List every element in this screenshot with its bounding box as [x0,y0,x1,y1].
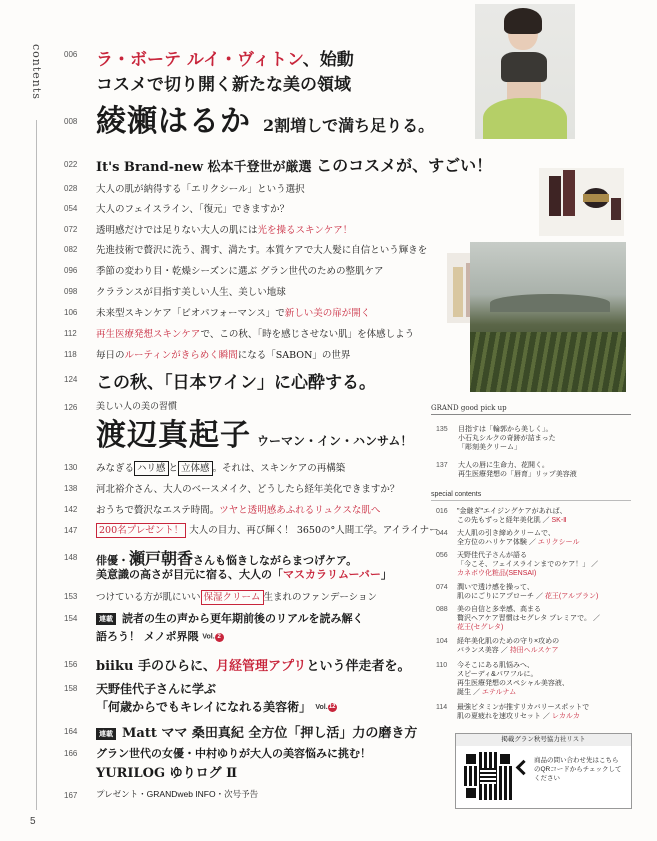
toc-item-154-line2[interactable]: 語ろう！ メノポ界隈 Vol. 2 [96,628,224,644]
toc-item-154-line1[interactable]: 連載 読者の生の声から更年期前後のリアルを読み解く [96,610,364,626]
toc-number-072: 072 [64,225,78,234]
toc-item-147[interactable]: 200名プレゼント！ 大人の目力、再び輝く！ 3650の°人間工学。アイライナー [96,522,439,538]
page-number: 5 [30,816,36,827]
special-item-074[interactable]: 潤いで透け感を操って、 肌のにごりにアプローチ ／ 花王(アルブラン) [457,584,599,600]
toc-item-166-line1[interactable]: グラン世代の女優・中村ゆりが大人の美容悩みに挑む！ [96,747,371,760]
qr-description: 商品の問い合わせ先はこちらのQRコードからチェックしてください [534,757,622,782]
special-item-114[interactable]: 最強ビタミンが推すリカバリースポットで 肌の夏疲れを速攻リセット ／ レカルカ [457,704,590,720]
toc-item-006-line1[interactable]: ラ・ボーテ ルイ・ヴィトン、始動 [96,50,354,70]
toc-number-126: 126 [64,403,78,412]
toc-item-106[interactable]: 未来型スキンケア「ビオパフォーマンス」で新しい美の扉が開く [96,308,371,319]
special-number-104: 104 [436,638,448,645]
toc-item-138[interactable]: 河北裕介さん、大人のベースメイク、どうしたら経年美化できますか？ [96,484,400,495]
ayase-subtitle: 2割増しで満ち足りる。 [263,116,435,135]
toc-item-022[interactable]: It's Brand-new 松本千登世が厳選 このコスメが、すごい！ [96,156,493,175]
louis-vuitton-title: ラ・ボーテ ルイ・ヴィトン [96,50,303,70]
toc-item-082[interactable]: 先進技術で贅沢に洗う、潤す、満たす。本質ケアで大人髪に自信という輝きを [96,245,428,256]
toc-item-054[interactable]: 大人のフェイスライン、「復元」できますか？ [96,204,290,215]
toc-number-028: 028 [64,184,78,193]
toc-item-166-line2[interactable]: YURILOG ゆりログ Ⅱ [96,766,238,781]
pick-number-137: 137 [436,462,448,469]
toc-item-164[interactable]: 連載 Matt ママ 桑田真紀 全方位「押し活」力の磨き方 [96,722,417,741]
toc-number-096: 096 [64,266,78,275]
special-number-110: 110 [436,662,448,669]
toc-item-096[interactable]: 季節の変わり目・乾燥シーズンに選ぶ グラン世代のための整肌ケア [96,266,384,277]
toc-number-167: 167 [64,791,78,800]
toc-number-054: 054 [64,204,78,213]
special-number-088: 088 [436,606,448,613]
toc-number-154: 154 [64,614,78,623]
special-number-044: 044 [436,530,448,537]
special-number-056: 056 [436,552,448,559]
toc-number-006: 006 [64,50,78,59]
vineyard-photo [470,242,626,392]
toc-item-167[interactable]: プレゼント・GRANDweb INFO・次号予告 [96,789,259,799]
ayase-photo [475,4,575,139]
toc-item-153[interactable]: つけている方が肌にいい 保湿クリーム 生まれのファンデーション [96,592,377,603]
toc-item-158-line1[interactable]: 天野佳代子さんに学ぶ [96,682,217,696]
toc-number-148: 148 [64,553,78,562]
special-item-110[interactable]: 今そこにある肌悩みへ、 スピーディ&パワフルに。 再生医療発想のスペシャル美容液、 誕生 ／ エテルナム [457,662,569,696]
toc-item-156[interactable]: biiku 手のひらに、月経管理アプリという伴走者を。 [96,659,411,674]
arrow-left-icon [516,760,532,776]
toc-item-148-line2[interactable]: 美意識の高さが目元に宿る、大人の「マスカラリムーバー」 [96,568,392,581]
special-heading: special contents [431,491,482,498]
volume-badge: 2 [215,633,224,642]
toc-number-142: 142 [64,505,78,514]
toc-item-126[interactable]: 渡辺真起子 ウーマン・イン・ハンサム！ [96,418,413,453]
toc-number-082: 082 [64,245,78,254]
watanabe-makiko-title: 渡辺真起子 [96,418,251,453]
toc-number-106: 106 [64,308,78,317]
toc-item-008[interactable] [96,96,434,140]
qr-code-icon[interactable] [464,752,512,800]
toc-number-164: 164 [64,727,78,736]
pick-item-137[interactable]: 大人の唇に生命力、花開く。 再生医療発想の「唇育」リップ美容液 [458,462,577,478]
special-item-016[interactable]: "金継ぎ"エイジングケアがあれば、 この先もずっと経年美化肌 ／ SK-Ⅱ [457,508,567,524]
toc-number-166: 166 [64,749,78,758]
qr-heading: 掲載グラン秋号協力社リスト [456,734,631,746]
toc-item-130[interactable]: みなぎる ハリ感 と 立体感 。それは、スキンケアの再構築 [96,463,346,474]
special-number-114: 114 [436,704,448,711]
serial-tag: 連載 [96,613,116,625]
toc-number-098: 098 [64,287,78,296]
special-rule [431,500,631,501]
toc-item-072[interactable]: 透明感だけでは足りない大人の肌には光を操るスキンケア！ [96,225,353,236]
special-item-104[interactable]: 経年美化肌のための守り×攻めの バランス美容 ／ 持田ヘルスケア [457,638,560,654]
special-number-016: 016 [436,508,448,515]
special-item-088[interactable]: 美の自信と多幸感、高まる 贅沢ヘアケア習慣はセグレタ プレミアで。 ／ 花王(セグレタ) [457,606,600,631]
toc-number-124: 124 [64,375,78,384]
cosmetics-photo [539,168,624,236]
sidebar-rule [36,120,37,810]
toc-number-147: 147 [64,526,78,535]
toc-number-156: 156 [64,660,78,669]
toc-number-118: 118 [64,350,77,359]
toc-number-130: 130 [64,463,78,472]
toc-item-006-line2[interactable]: コスメで切り開く新たな美の領域 [96,75,351,95]
toc-number-158: 158 [64,684,78,693]
ayase-haruka-title: 綾瀬はるか [96,104,251,139]
special-number-074: 074 [436,584,448,591]
toc-number-153: 153 [64,592,78,601]
toc-number-138: 138 [64,484,78,493]
toc-number-022: 022 [64,160,78,169]
toc-item-158-line2[interactable]: 「何歳からでもキレイになれる美容術」 Vol.12 [96,700,336,714]
special-item-056[interactable]: 天野佳代子さんが語る 「今こそ、フェイスラインまでのケア！」 ／ カネボウ化粧品(SENSAI) [457,552,599,577]
toc-number-112: 112 [64,329,77,338]
toc-item-098[interactable]: クラランスが目指す美しい人生、美しい地球 [96,287,286,298]
contents-label: contents [30,44,43,100]
toc-item-142[interactable]: おうちで贅沢なエステ時間。ツヤと透明感あふれるリュクスな肌へ [96,505,381,516]
pick-number-135: 135 [436,426,448,433]
toc-item-148-line1[interactable]: 俳優・瀬戸朝香さんも悩きしながらまつげケア。 [96,549,358,568]
toc-item-124[interactable]: この秋、「日本ワイン」に心酔する。 [96,373,376,393]
qr-box[interactable] [455,733,632,809]
good-pick-rule [431,414,631,415]
toc-item-028[interactable]: 大人の肌が納得する「エリクシール」という選択 [96,184,305,195]
present-badge: 200名プレゼント！ [96,523,186,538]
pick-item-135[interactable]: 目指すは「輪郭から美しく」。 小石丸シルクの奇跡が詰まった 「彫刻美クリーム」 [458,426,556,451]
volume-badge-12: 12 [328,704,336,710]
toc-item-118[interactable]: 毎日のルーティンがきらめく瞬間になる「SABON」の世界 [96,350,351,361]
special-item-044[interactable]: 大人肌の引き締めクリームで、 全方位のハリケア体験 ／ エリクシール [457,530,580,546]
toc-item-126-kicker: 美しい人の美の習慣 [96,402,178,412]
toc-number-008: 008 [64,117,78,126]
toc-item-112[interactable]: 再生医療発想スキンケアで、この秋、「時を感じさせない肌」を体感しよう [96,329,415,340]
good-pick-heading: GRAND good pick up [431,404,507,412]
